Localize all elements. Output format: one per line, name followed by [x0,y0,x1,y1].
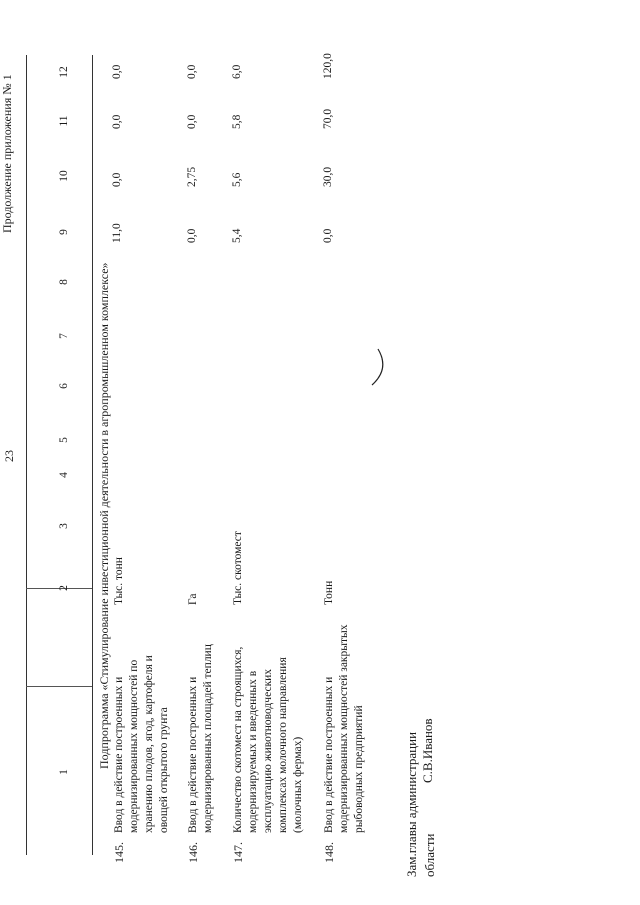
signature-title: Зам.главы администрации [404,731,419,877]
row-value-col12: 6,0 [231,64,243,79]
row-value-col10: 5,6 [231,172,243,187]
row-unit: Га [187,593,199,605]
row-unit: Тыс. тонн [113,557,125,605]
column-number: 11 [58,115,70,127]
column-number: 9 [58,229,70,235]
row-value-col11: 70,0 [322,108,334,129]
row-value-col12: 120,0 [322,53,334,79]
table-header-bottom-border [92,55,93,855]
row-number: 148. [322,842,336,863]
row-indicator-text: Количество скотомест на строящихся, модернизируемых и введенных в эксплуатацию животноводческих комплексах молочного направления (молочных фермах) [232,646,304,833]
row-indicator-text: Ввод в действие построенных и модернизированных площадей теплиц [187,644,214,833]
row-number: 147. [231,842,245,863]
column-number: 8 [58,279,70,285]
row-value-col10: 30,0 [322,166,334,187]
signature-name: С.В.Иванов [420,718,435,783]
row-value-col10: 2,75 [186,166,198,187]
row-value-col9: 11,0 [111,223,123,243]
row-number: 146. [186,842,200,863]
column-number: 10 [58,170,70,182]
row-value-col9: 0,0 [322,228,334,243]
column-number: 2 [58,585,70,591]
row-number: 145. [112,842,126,863]
row-value-col11: 5,8 [231,114,243,129]
column-divider [26,686,92,687]
row-value-col12: 0,0 [186,64,198,79]
row-unit: Тонн [323,580,335,605]
column-number: 4 [58,472,70,478]
column-number: 7 [58,333,70,339]
row-indicator-text: Ввод в действие построенных и модернизированных мощностей по хранению плодов, ягод, картофеля и овощей открытого грунта [113,655,170,833]
row-value-col11: 0,0 [186,114,198,129]
row-indicator-text: Ввод в действие построенных и модернизированных мощностей закрытых рыбоводных предприятий [323,624,365,833]
signature-region: области [422,833,437,877]
page-number: 23 [2,450,16,462]
row-value-col10: 0,0 [111,172,123,187]
column-number: 6 [58,383,70,389]
row-unit: Тыс. скотомест [232,531,244,605]
row-value-col9: 0,0 [186,228,198,243]
column-number: 5 [58,437,70,443]
column-number: 3 [58,523,70,529]
pen-mark [368,347,392,387]
column-number: 1 [58,769,70,775]
table-top-border [26,55,27,855]
row-value-col9: 5,4 [231,228,243,243]
row-value-col11: 0,0 [111,114,123,129]
subprogram-title: Подпрограмма «Стимулирование инвестиционной деятельности в агропромышленном комплексе» [97,262,111,769]
appendix-title: Продолжение приложения № 1 [0,74,14,233]
column-number: 12 [58,66,70,78]
row-value-col12: 0,0 [111,64,123,79]
